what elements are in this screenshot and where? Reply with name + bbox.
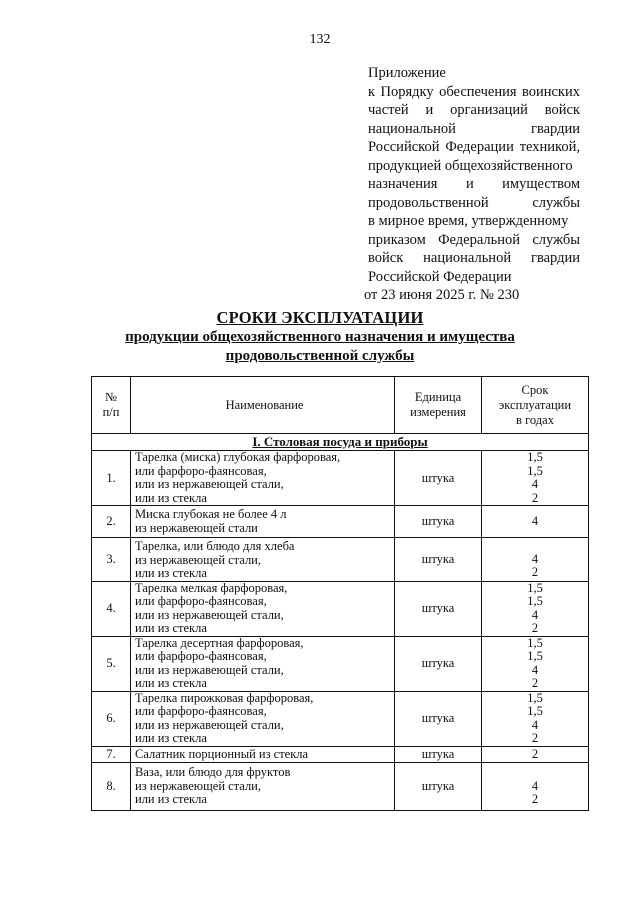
row-name xyxy=(131,636,395,691)
row-name xyxy=(131,538,395,582)
row-unit: штука xyxy=(395,451,482,506)
row-unit: штука xyxy=(395,506,482,538)
appendix-line xyxy=(368,83,580,102)
name-line: Тарелка пирожковая фарфоровая, xyxy=(135,690,314,705)
appendix-word: техникой, xyxy=(519,139,580,155)
table-row xyxy=(92,538,589,582)
name-line: из нержавеющей стали xyxy=(135,520,258,535)
name-line: Ваза, или блюдо для фруктов xyxy=(135,765,291,779)
header-number xyxy=(92,377,131,434)
term-value: 1,5 xyxy=(527,594,543,608)
term-value: 2 xyxy=(531,792,539,806)
term-value: 2 xyxy=(531,676,539,690)
name-line: из нержавеющей стали, xyxy=(135,778,262,793)
appendix-word: Федерации xyxy=(445,139,514,155)
term-value: 1,5 xyxy=(527,704,543,718)
appendix-line xyxy=(368,231,580,250)
table-row xyxy=(92,746,589,763)
appendix-word: национальной xyxy=(368,120,456,137)
appendix-word: службы xyxy=(532,231,580,248)
appendix-word: войск xyxy=(368,250,404,266)
row-term xyxy=(482,506,589,538)
appendix-line xyxy=(368,138,580,157)
table-row xyxy=(92,506,589,538)
term-value: 1,5 xyxy=(527,690,543,705)
section-title: I. Столовая посуда и приборы xyxy=(92,434,589,451)
name-line: Миска глубокая не более 4 л xyxy=(135,507,287,521)
name-line: Салатник порционный из стекла xyxy=(135,746,309,761)
appendix-word: службы xyxy=(532,194,580,211)
name-line: или фарфоро-фаянсовая, xyxy=(135,704,267,718)
table-row xyxy=(92,691,589,746)
name-line: Тарелка мелкая фарфоровая, xyxy=(135,580,288,595)
header-text: эксплуатации xyxy=(498,397,572,412)
appendix-word: приказом xyxy=(368,231,426,248)
appendix-word: и xyxy=(425,102,434,118)
table-row xyxy=(92,451,589,506)
document-subtitle xyxy=(0,328,640,366)
appendix-word: национальной xyxy=(423,250,512,266)
name-line: или из стекла xyxy=(135,621,207,635)
document-title: СРОКИ ЭКСПЛУАТАЦИИ xyxy=(216,308,424,327)
appendix-word: частей xyxy=(368,102,409,118)
name-line: или из нержавеющей стали, xyxy=(135,662,284,677)
row-name xyxy=(131,506,395,538)
row-name xyxy=(131,691,395,746)
name-line: Тарелка, или блюдо для хлеба xyxy=(135,539,295,553)
appendix-line: в мирное время, утвержденному xyxy=(368,213,569,229)
term-value: 4 xyxy=(531,607,539,622)
appendix-word: и xyxy=(465,176,474,192)
table-row xyxy=(92,763,589,811)
row-number: 8. xyxy=(92,763,131,811)
appendix-line: продукцией общехозяйственного xyxy=(368,157,573,174)
term-value: 4 xyxy=(531,513,539,528)
term-value: 2 xyxy=(531,731,539,745)
header-text: Срок xyxy=(521,382,549,397)
row-term xyxy=(482,746,589,763)
header-text: п/п xyxy=(102,405,120,419)
name-line: или из стекла xyxy=(135,792,207,806)
page-number: 132 xyxy=(309,32,331,47)
row-number: 4. xyxy=(92,581,131,636)
name-line: или из нержавеющей стали, xyxy=(135,477,284,491)
row-term xyxy=(482,763,589,811)
term-value: 1,5 xyxy=(527,649,543,663)
term-value: 1,5 xyxy=(527,580,543,595)
appendix-line xyxy=(368,120,580,139)
table-row xyxy=(92,581,589,636)
appendix-line xyxy=(368,101,580,120)
name-line: или из стекла xyxy=(135,490,207,505)
appendix-line xyxy=(368,175,580,194)
row-name xyxy=(131,581,395,636)
name-line: или фарфоро-фаянсовая, xyxy=(135,594,267,608)
row-number: 5. xyxy=(92,636,131,691)
appendix-date: от 23 июня 2025 г. № 230 xyxy=(364,287,520,303)
appendix-word: к xyxy=(368,83,376,100)
appendix-word: Российской xyxy=(368,139,440,155)
row-name xyxy=(131,451,395,506)
row-number: 7. xyxy=(92,746,131,763)
appendix-header xyxy=(364,64,580,305)
header-term xyxy=(482,377,589,434)
name-line: или фарфоро-фаянсовая, xyxy=(135,463,267,478)
appendix-word: Порядку xyxy=(380,83,434,100)
name-line: из нержавеющей стали, xyxy=(135,552,262,567)
table-row xyxy=(92,636,589,691)
appendix-word: Федеральной xyxy=(438,231,521,248)
appendix-word: воинских xyxy=(521,83,580,100)
appendix-line: Российской Федерации xyxy=(368,268,512,285)
name-line: или фарфоро-фаянсовая, xyxy=(135,649,267,663)
appendix-word: имуществом xyxy=(502,176,580,192)
appendix-word: продовольственной xyxy=(368,194,489,211)
subtitle-line: продукции общехозяйственного назначения и имущества xyxy=(125,329,515,345)
term-value: 4 xyxy=(531,551,539,566)
header-name: Наименование xyxy=(131,377,395,434)
appendix-line xyxy=(368,194,580,213)
row-unit: штука xyxy=(395,763,482,811)
row-term xyxy=(482,581,589,636)
row-unit: штука xyxy=(395,538,482,582)
row-name xyxy=(131,746,395,763)
term-value: 2 xyxy=(531,490,539,505)
row-term xyxy=(482,451,589,506)
appendix-word: гвардии xyxy=(531,120,580,137)
header-text: в годах xyxy=(516,412,554,427)
appendix-word: войск xyxy=(544,102,580,118)
term-value: 4 xyxy=(531,717,539,732)
name-line: Тарелка (миска) глубокая фарфоровая, xyxy=(135,450,341,464)
row-number: 3. xyxy=(92,538,131,582)
term-value: 4 xyxy=(531,778,539,793)
header-text: Единица xyxy=(414,390,462,404)
name-line: или из стекла xyxy=(135,676,207,690)
row-unit: штука xyxy=(395,636,482,691)
row-term xyxy=(482,636,589,691)
table-header-row xyxy=(92,377,589,434)
appendix-line xyxy=(368,249,580,268)
subtitle-line: продовольственной службы xyxy=(225,348,415,364)
appendix-word: назначения xyxy=(368,176,438,192)
row-number: 6. xyxy=(92,691,131,746)
row-unit: штука xyxy=(395,746,482,763)
name-line: Тарелка десертная фарфоровая, xyxy=(135,635,304,650)
term-value xyxy=(482,766,588,780)
row-unit: штука xyxy=(395,581,482,636)
term-value xyxy=(482,539,588,553)
row-name xyxy=(131,763,395,811)
header-text: № xyxy=(105,390,117,404)
row-number: 2. xyxy=(92,506,131,538)
term-value: 2 xyxy=(531,746,539,761)
header-unit xyxy=(395,377,482,434)
term-value: 1,5 xyxy=(527,463,543,478)
appendix-word: обеспечения xyxy=(439,83,517,100)
row-unit: штука xyxy=(395,691,482,746)
appendix-line: Приложение xyxy=(368,65,446,81)
row-number: 1. xyxy=(92,451,131,506)
name-line: или из нержавеющей стали, xyxy=(135,607,284,622)
term-value: 2 xyxy=(531,621,539,635)
section-row xyxy=(92,434,589,451)
appendix-word: организаций xyxy=(450,102,528,118)
service-life-table xyxy=(91,376,589,811)
term-value: 4 xyxy=(531,662,539,677)
name-line: или из стекла xyxy=(135,731,207,745)
row-term xyxy=(482,691,589,746)
name-line: или из нержавеющей стали, xyxy=(135,717,284,732)
name-line: или из стекла xyxy=(135,566,207,580)
term-value: 2 xyxy=(531,565,539,579)
term-value: 1,5 xyxy=(527,635,543,650)
term-value: 1,5 xyxy=(527,450,543,464)
header-text: измерения xyxy=(410,405,466,419)
appendix-word: гвардии xyxy=(531,250,580,266)
row-term xyxy=(482,538,589,582)
term-value: 4 xyxy=(531,477,539,491)
